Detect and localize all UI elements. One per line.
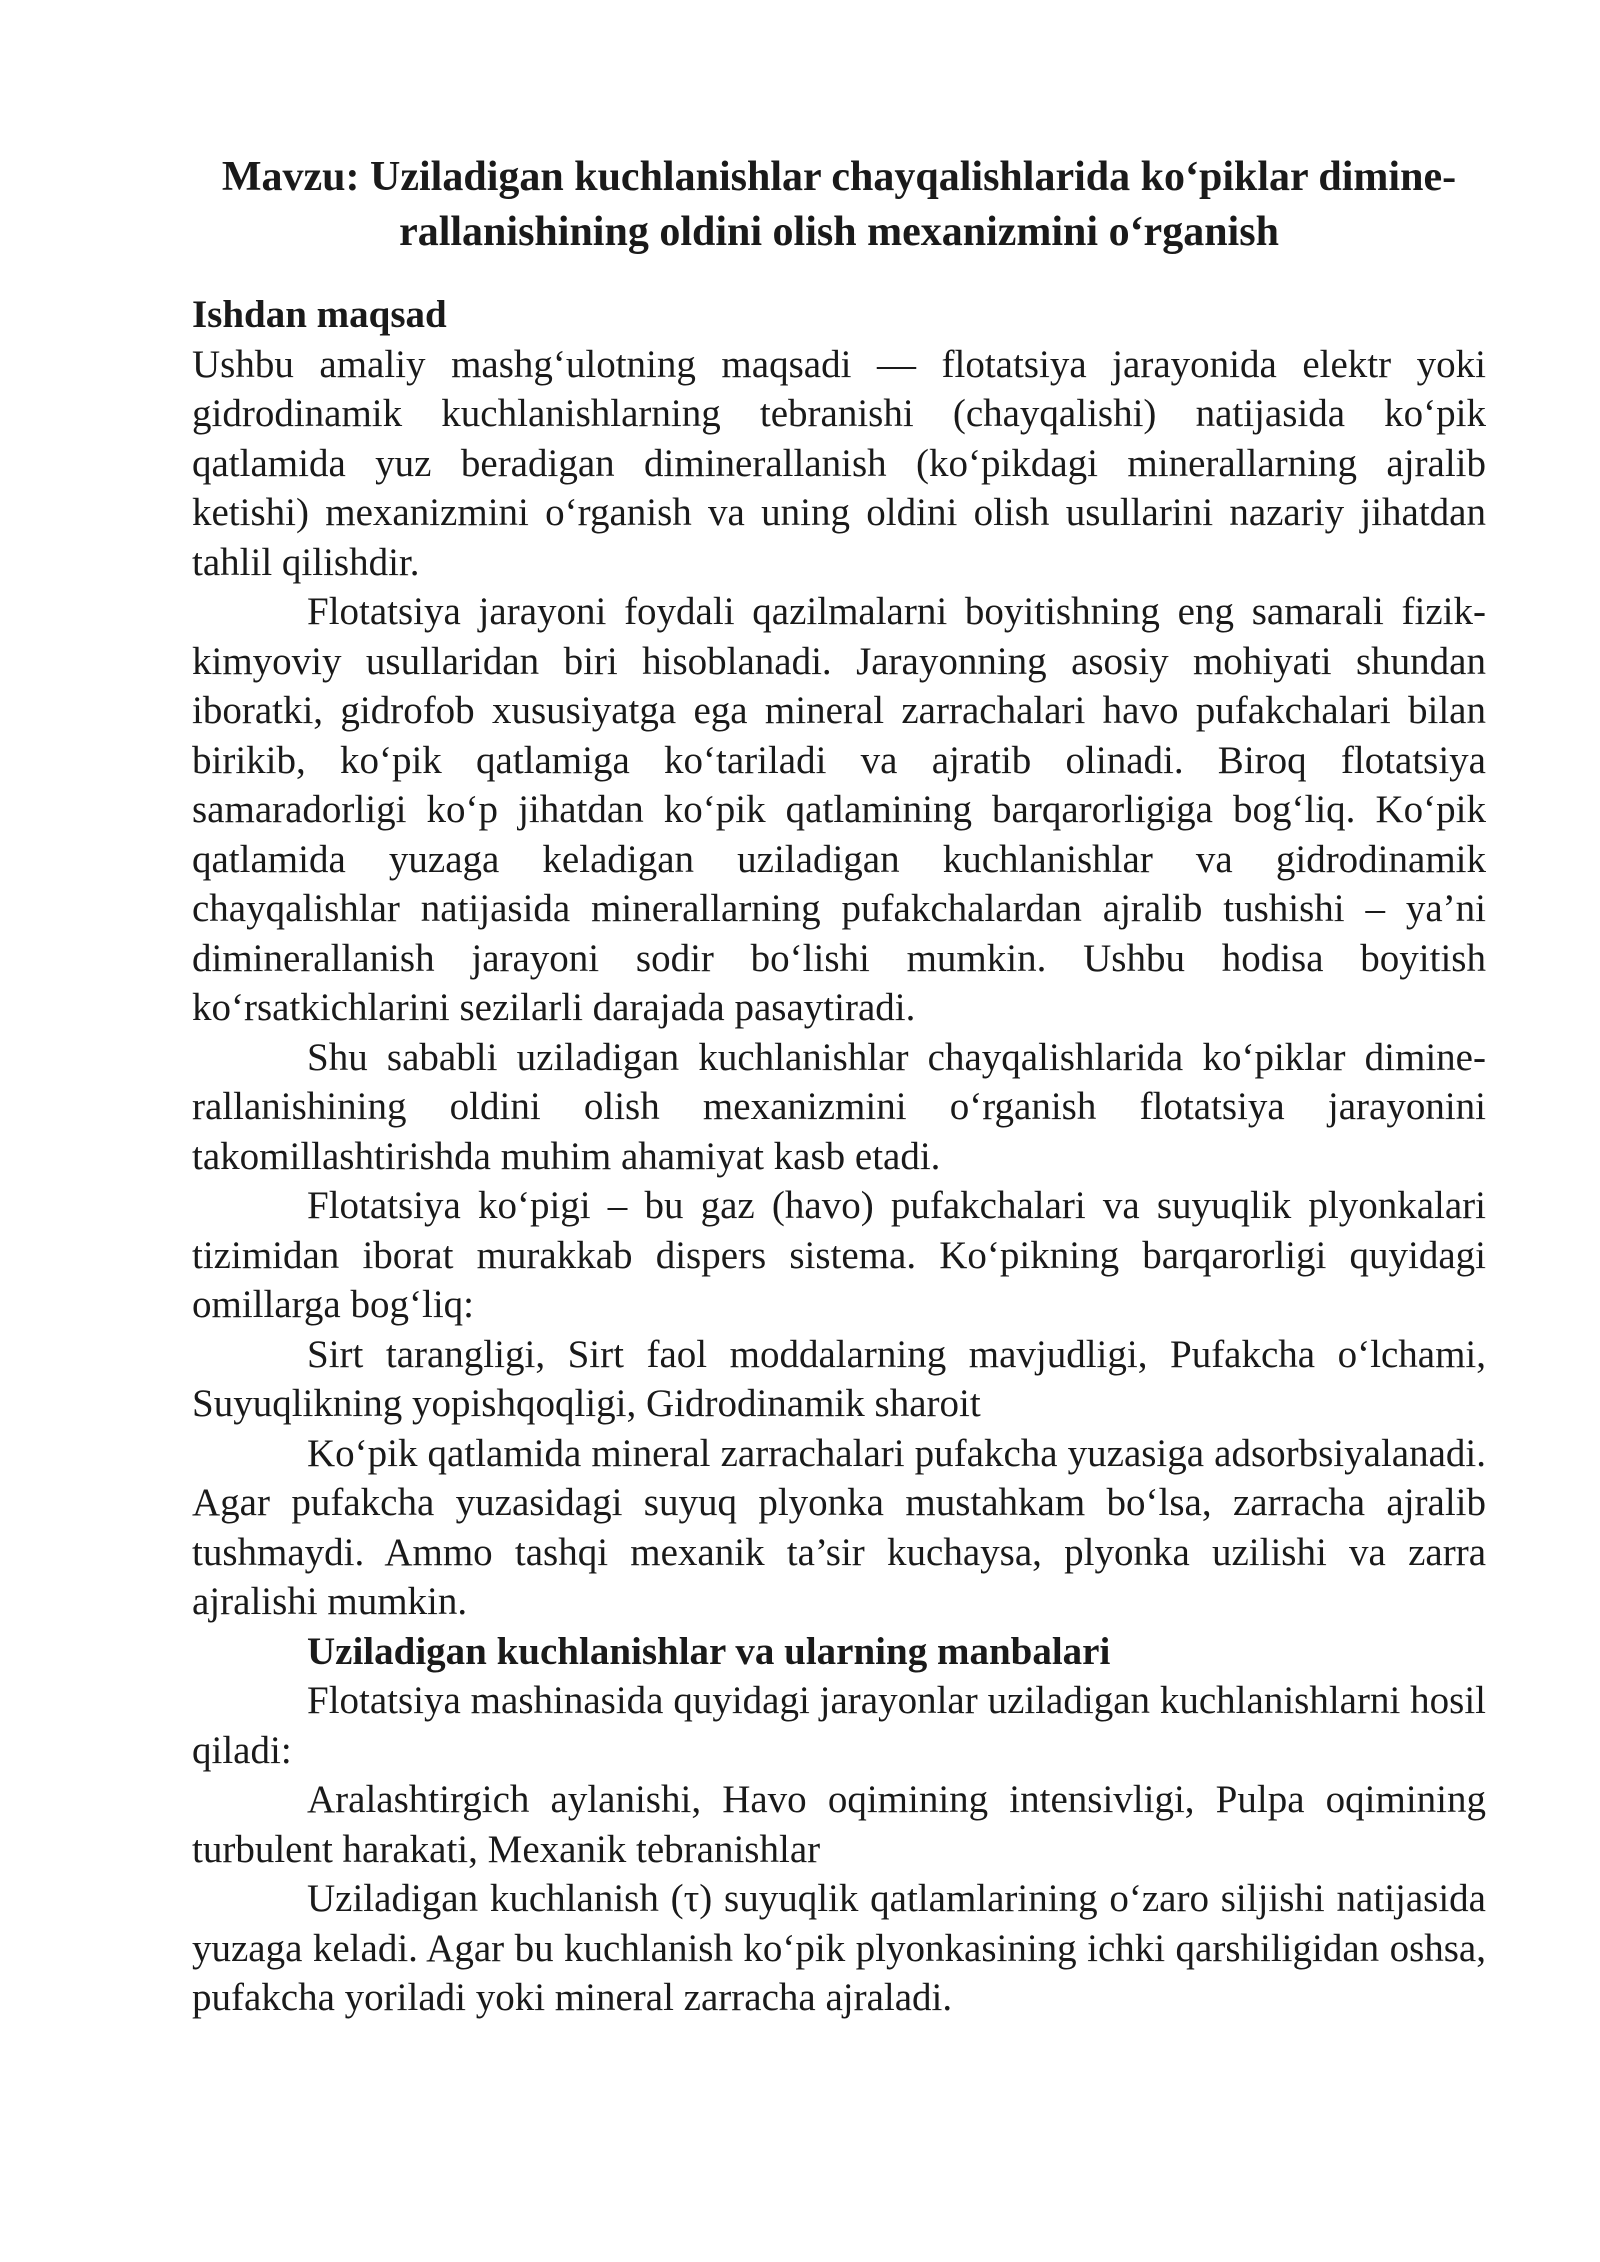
- document-title: Mavzu: Uziladigan kuchlanishlar chayqalishlarida ko‘piklar diminerallanishining oldini olish mexanizmini o‘rganish: [221, 154, 1457, 255]
- document-page: [192, 150, 1486, 2023]
- section-heading-ishdan-maqsad: Ishdan maqsad: [192, 293, 447, 336]
- paragraph-importance: Shu sababli uziladigan kuchlanishlar chayqalishlarida ko‘piklar diminerallanishining oldini olish mexanizmini o‘rganish flotatsiya jarayonini takomillashtirishda muhim ahamiyat kasb etadi.: [192, 1035, 1486, 1178]
- paragraph-stability-factors: Sirt tarangligi, Sirt faol moddalarning mavjudligi, Pufakcha o‘lchami, Suyuqlikning yopishqoqligi, Gidrodinamik sharoit: [192, 1332, 1486, 1425]
- paragraph-adsorption: Ko‘pik qatlamida mineral zarrachalari pufakcha yuzasiga adsorbsiyalanadi. Agar pufakcha yuzasidagi suyuq plyonka mustahkam bo‘lsa, zarracha ajralib tushmaydi. Ammo tashqi mexanik ta’sir kuchaysa, plyonka uzilishi va zarra ajralishi mumkin.: [192, 1431, 1486, 1623]
- paragraph-stress-sources: Aralashtirgich aylanishi, Havo oqimining intensivligi, Pulpa oqimining turbulent harakati, Mexanik tebranishlar: [192, 1778, 1486, 1871]
- paragraph-machine-processes: Flotatsiya mashinasida quyidagi jarayonlar uziladigan kuchlanishlarni hosil qiladi:: [192, 1679, 1486, 1772]
- paragraph-shear-stress: Uziladigan kuchlanish (τ) suyuqlik qatlamlarining o‘zaro siljishi natijasida yuzaga keladi. Agar bu kuchlanish ko‘pik plyonkasining ichki qarshiligidan oshsa, pufakcha yoriladi yoki mineral zarracha ajraladi.: [192, 1877, 1486, 2019]
- paragraph-purpose: Ushbu amaliy mashg‘ulotning maqsadi — flotatsiya jarayonida elektr yoki gidrodinamik kuchlanishlarning tebranishi (chayqalishi) natijasida ko‘pik qatlamida yuz beradigan diminerallanish (ko‘pikdagi minerallarning ajralib ketishi) mexanizmini o‘rganish va uning oldini olish usullarini nazariy jihatdan tahlil qilishdir.: [192, 342, 1486, 584]
- paragraph-foam-definition: Flotatsiya ko‘pigi – bu gaz (havo) pufakchalari va suyuqlik plyonkalari tizimidan iborat murakkab dispers sistema. Ko‘pikning barqarorligi quyidagi omillarga bog‘liq:: [192, 1184, 1486, 1326]
- section-heading-kuchlanishlar-manbalari: Uziladigan kuchlanishlar va ularning manbalari: [307, 1629, 1111, 1673]
- paragraph-flotation-intro: Flotatsiya jarayoni foydali qazilmalarni boyitishning eng samarali fizik-kimyoviy usullaridan biri hisoblanadi. Jarayonning asosiy mohiyati shundan iboratki, gidrofob xususiyatga ega mineral zarrachalari havo pufakchalari bilan birikib, ko‘pik qatlamiga ko‘tariladi va ajratib olinadi. Biroq flotatsiya samaradorligi ko‘p jihatdan ko‘pik qatlamining barqarorligiga bog‘liq. Ko‘pik qatlamida yuzaga keladigan uziladigan kuchlanishlar va gidrodinamik chayqalishlar natijasida minerallarning pufakchalardan ajralib tushishi – ya’ni diminerallanish jarayoni sodir bo‘lishi mumkin. Ushbu hodisa boyitish ko‘rsatkichlarini sezilarli darajada pasaytiradi.: [192, 590, 1486, 1029]
